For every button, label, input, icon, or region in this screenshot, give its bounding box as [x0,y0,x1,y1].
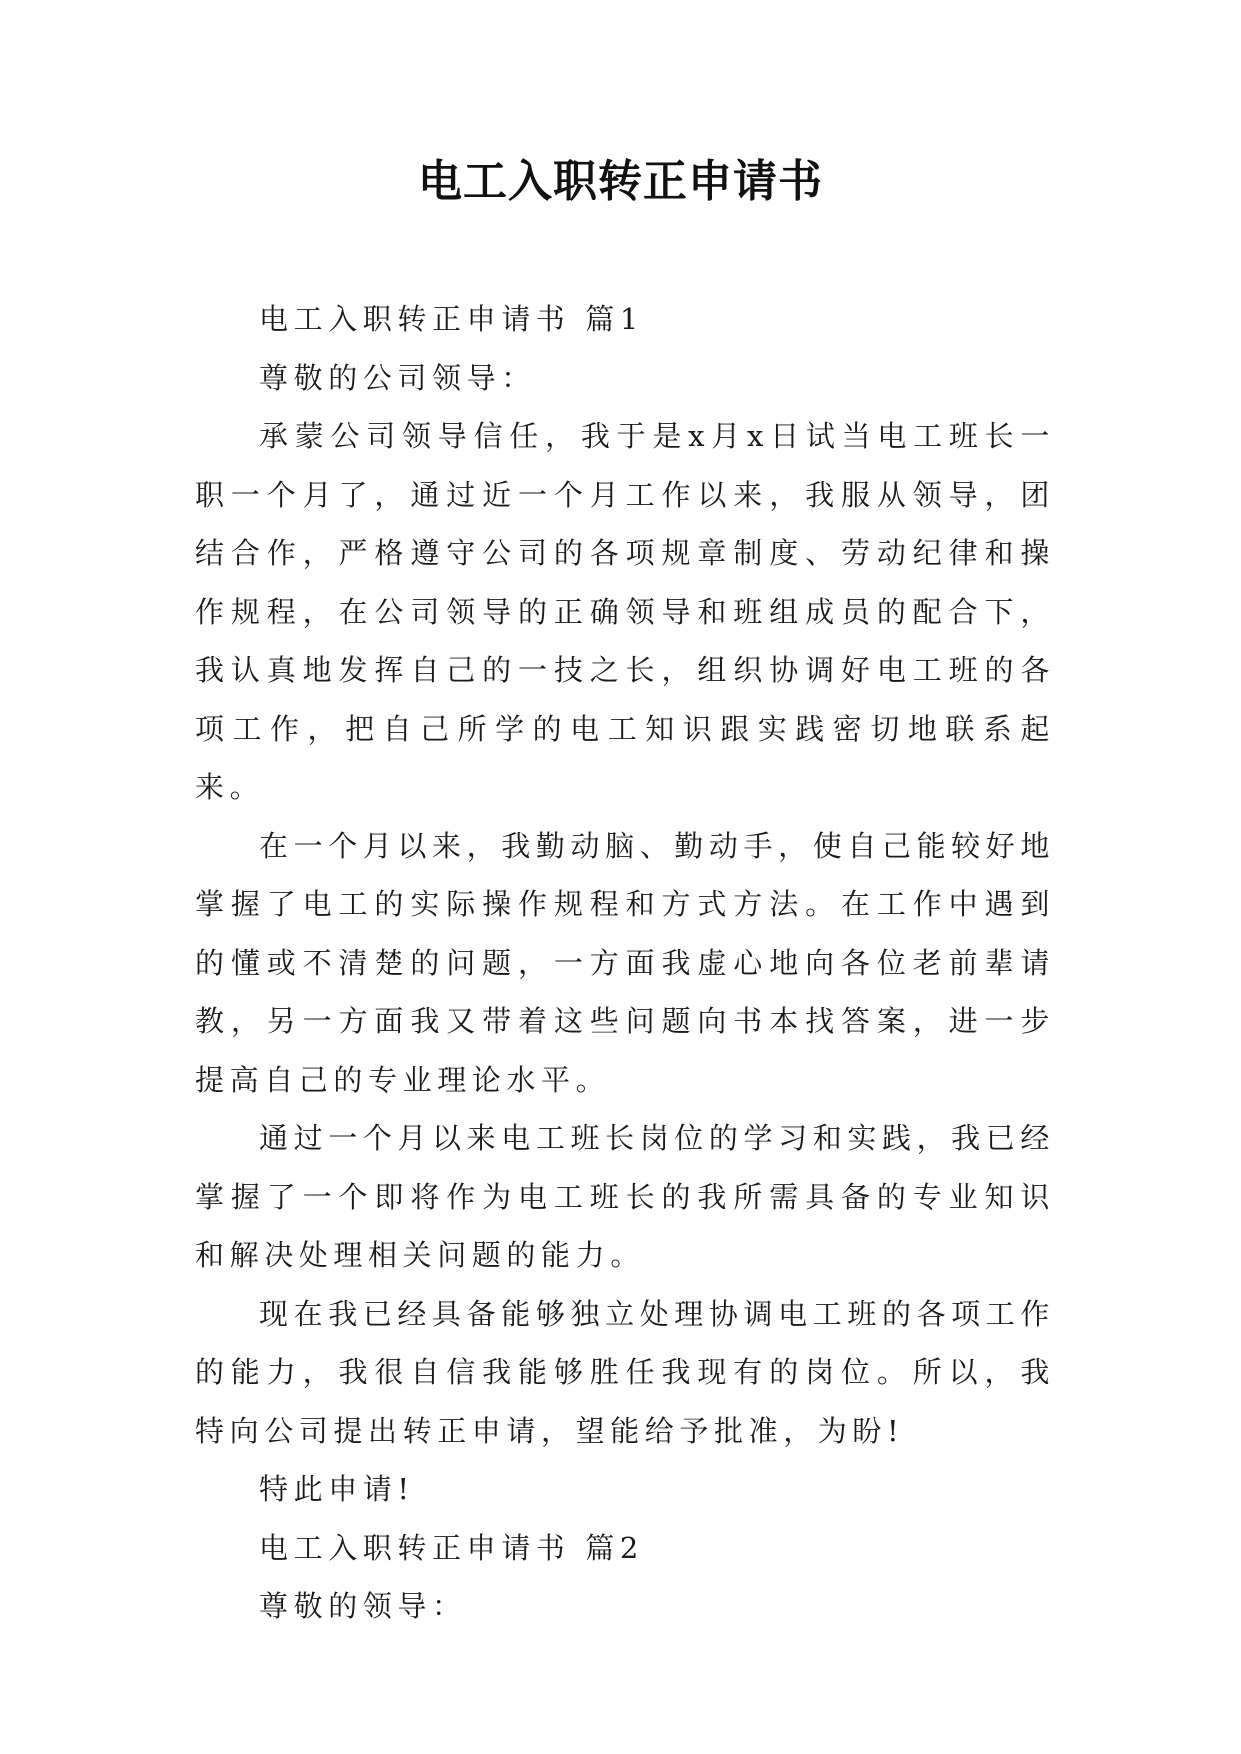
salutation: 尊敬的公司领导： [259,360,536,395]
document-title: 电工入职转正申请书 [418,156,823,207]
body-paragraph: 通过一个月以来电工班长岗位的学习和实践，我已经掌握了一个即将作为电工班长的我所需具备的专业知识和解决处理相关问题的能力。 [195,1121,1055,1272]
section-heading-1: 电工入职转正申请书 篇1 [259,302,644,336]
body-paragraph: 在一个月以来，我勤动脑、勤动手，使自己能较好地掌握了电工的实际操作规程和方式方法。在工作中遇到的懂或不清楚的问题，一方面我虚心地向各位老前辈请教，另一方面我又带着这些问题向书本找答案，进一步提高自己的专业理论水平。 [195,828,1055,1097]
section-heading-2: 电工入职转正申请书 篇2 [259,1530,644,1565]
closing-line: 特此申请! [259,1472,415,1506]
salutation: 尊敬的领导： [259,1589,467,1623]
document-body [195,290,1055,1636]
body-paragraph: 现在我已经具备能够独立处理协调电工班的各项工作的能力，我很自信我能够胜任我现有的岗位。所以，我特向公司提出转正申请，望能给予批准，为盼! [195,1296,1055,1448]
body-paragraph: 承蒙公司领导信任，我于是x月x日试当电工班长一职一个月了，通过近一个月工作以来，我服从领导，团结合作，严格遵守公司的各项规章制度、劳动纪律和操作规程，在公司领导的正确领导和班组成员的配合下，我认真地发挥自己的一技之长，组织协调好电工班的各项工作，把自己所学的电工知识跟实践密切地联系起来。 [195,419,1055,804]
